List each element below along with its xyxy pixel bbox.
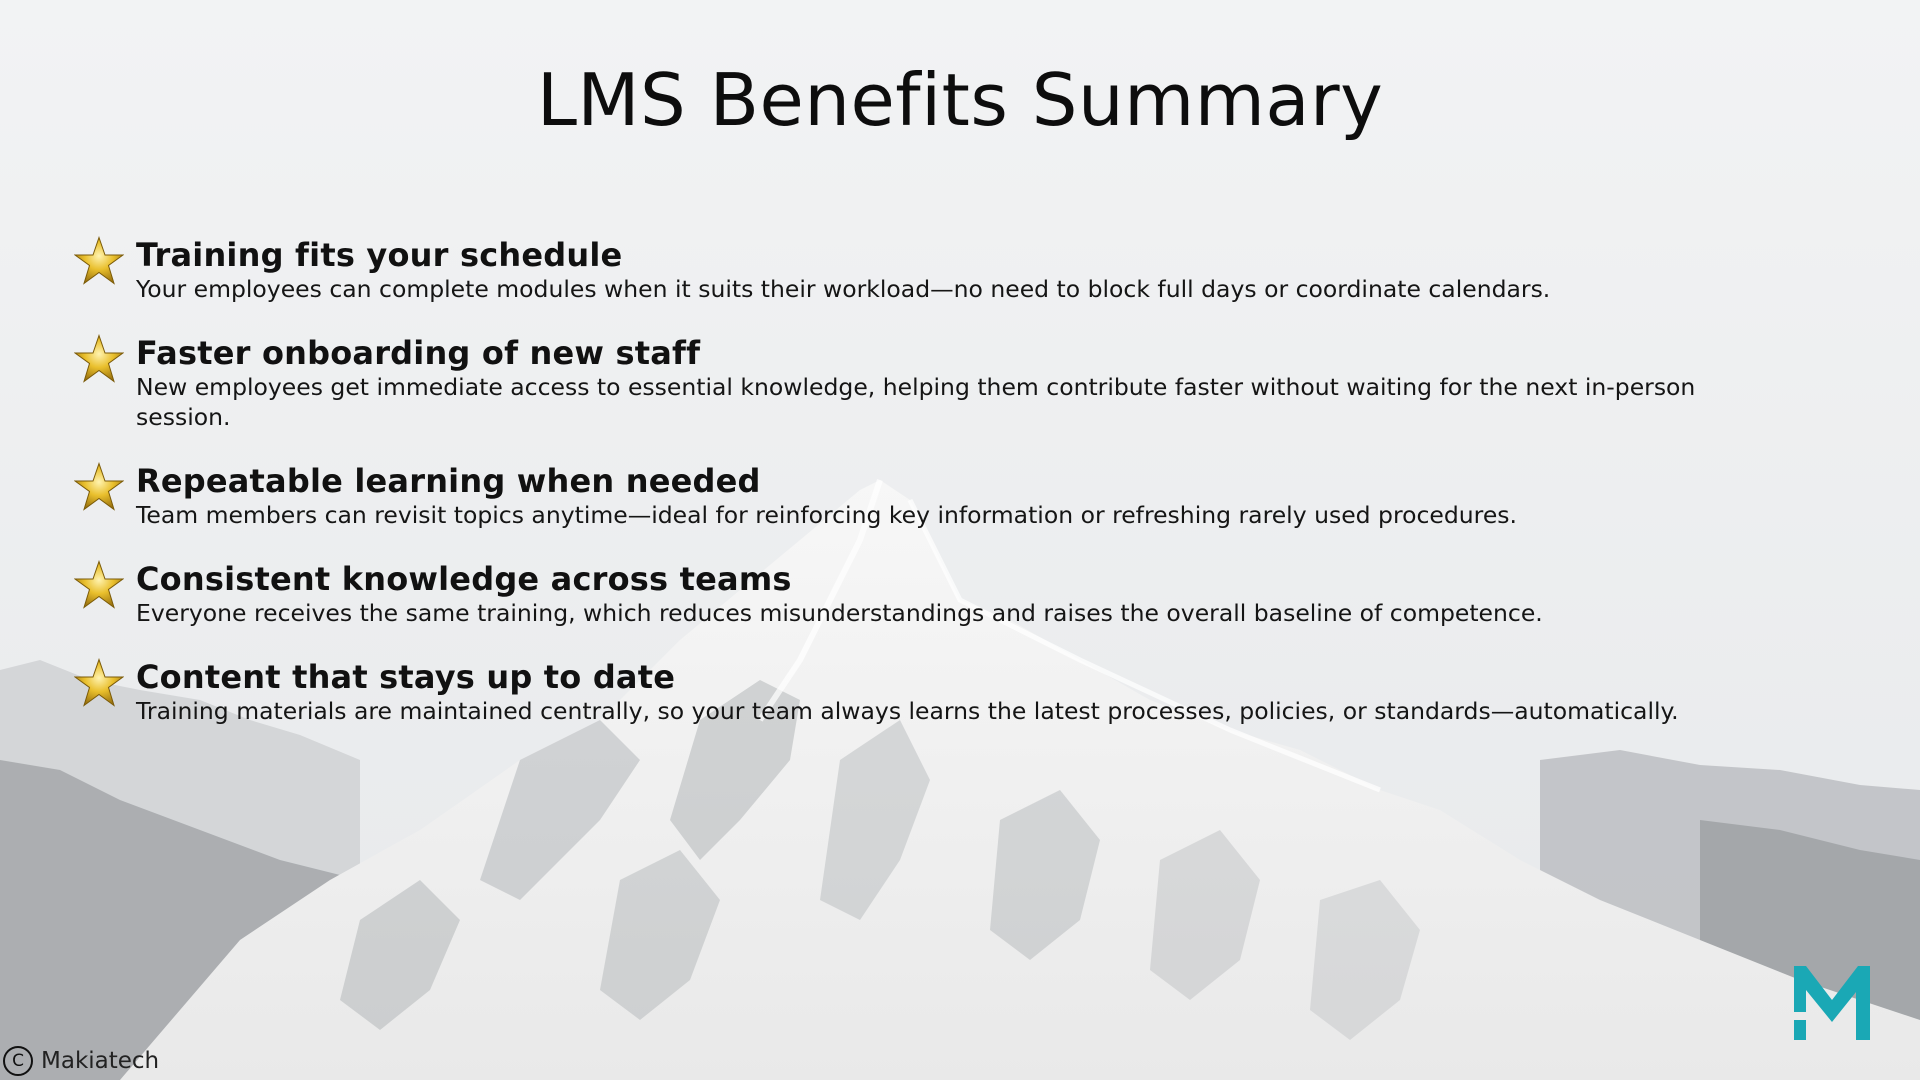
benefit-item xyxy=(74,560,1774,628)
benefit-item xyxy=(74,462,1774,530)
page-title: LMS Benefits Summary xyxy=(536,58,1384,142)
benefit-title: Consistent knowledge across teams xyxy=(136,560,792,598)
copyright-text: Makiatech xyxy=(41,1048,160,1074)
benefit-description: New employees get immediate access to essential knowledge, helping them contribute faster without waiting for the next in-person session. xyxy=(136,373,1696,431)
star-icon xyxy=(74,658,124,708)
benefit-title: Training fits your schedule xyxy=(136,236,623,274)
benefit-description: Your employees can complete modules when it suits their workload—no need to block full days or coordinate calendars. xyxy=(136,275,1551,303)
benefit-title: Repeatable learning when needed xyxy=(136,462,761,500)
benefit-title: Content that stays up to date xyxy=(136,658,676,696)
copyright-notice xyxy=(3,1046,159,1076)
star-icon xyxy=(74,462,124,512)
makiatech-m-logo-icon xyxy=(1792,962,1872,1042)
benefit-description: Everyone receives the same training, which reduces misunderstandings and raises the overall baseline of competence. xyxy=(136,599,1543,627)
star-icon xyxy=(74,334,124,384)
benefit-item xyxy=(74,236,1774,304)
benefits-list xyxy=(74,236,1774,726)
star-icon xyxy=(74,236,124,286)
benefit-item xyxy=(74,334,1774,432)
copyright-icon: C xyxy=(3,1046,33,1076)
benefit-item xyxy=(74,658,1774,726)
benefit-title: Faster onboarding of new staff xyxy=(136,334,701,372)
benefit-description: Training materials are maintained centrally, so your team always learns the latest processes, policies, or standards—automatically. xyxy=(136,697,1679,725)
star-icon xyxy=(74,560,124,610)
benefit-description: Team members can revisit topics anytime—ideal for reinforcing key information or refreshing rarely used procedures. xyxy=(136,501,1518,529)
